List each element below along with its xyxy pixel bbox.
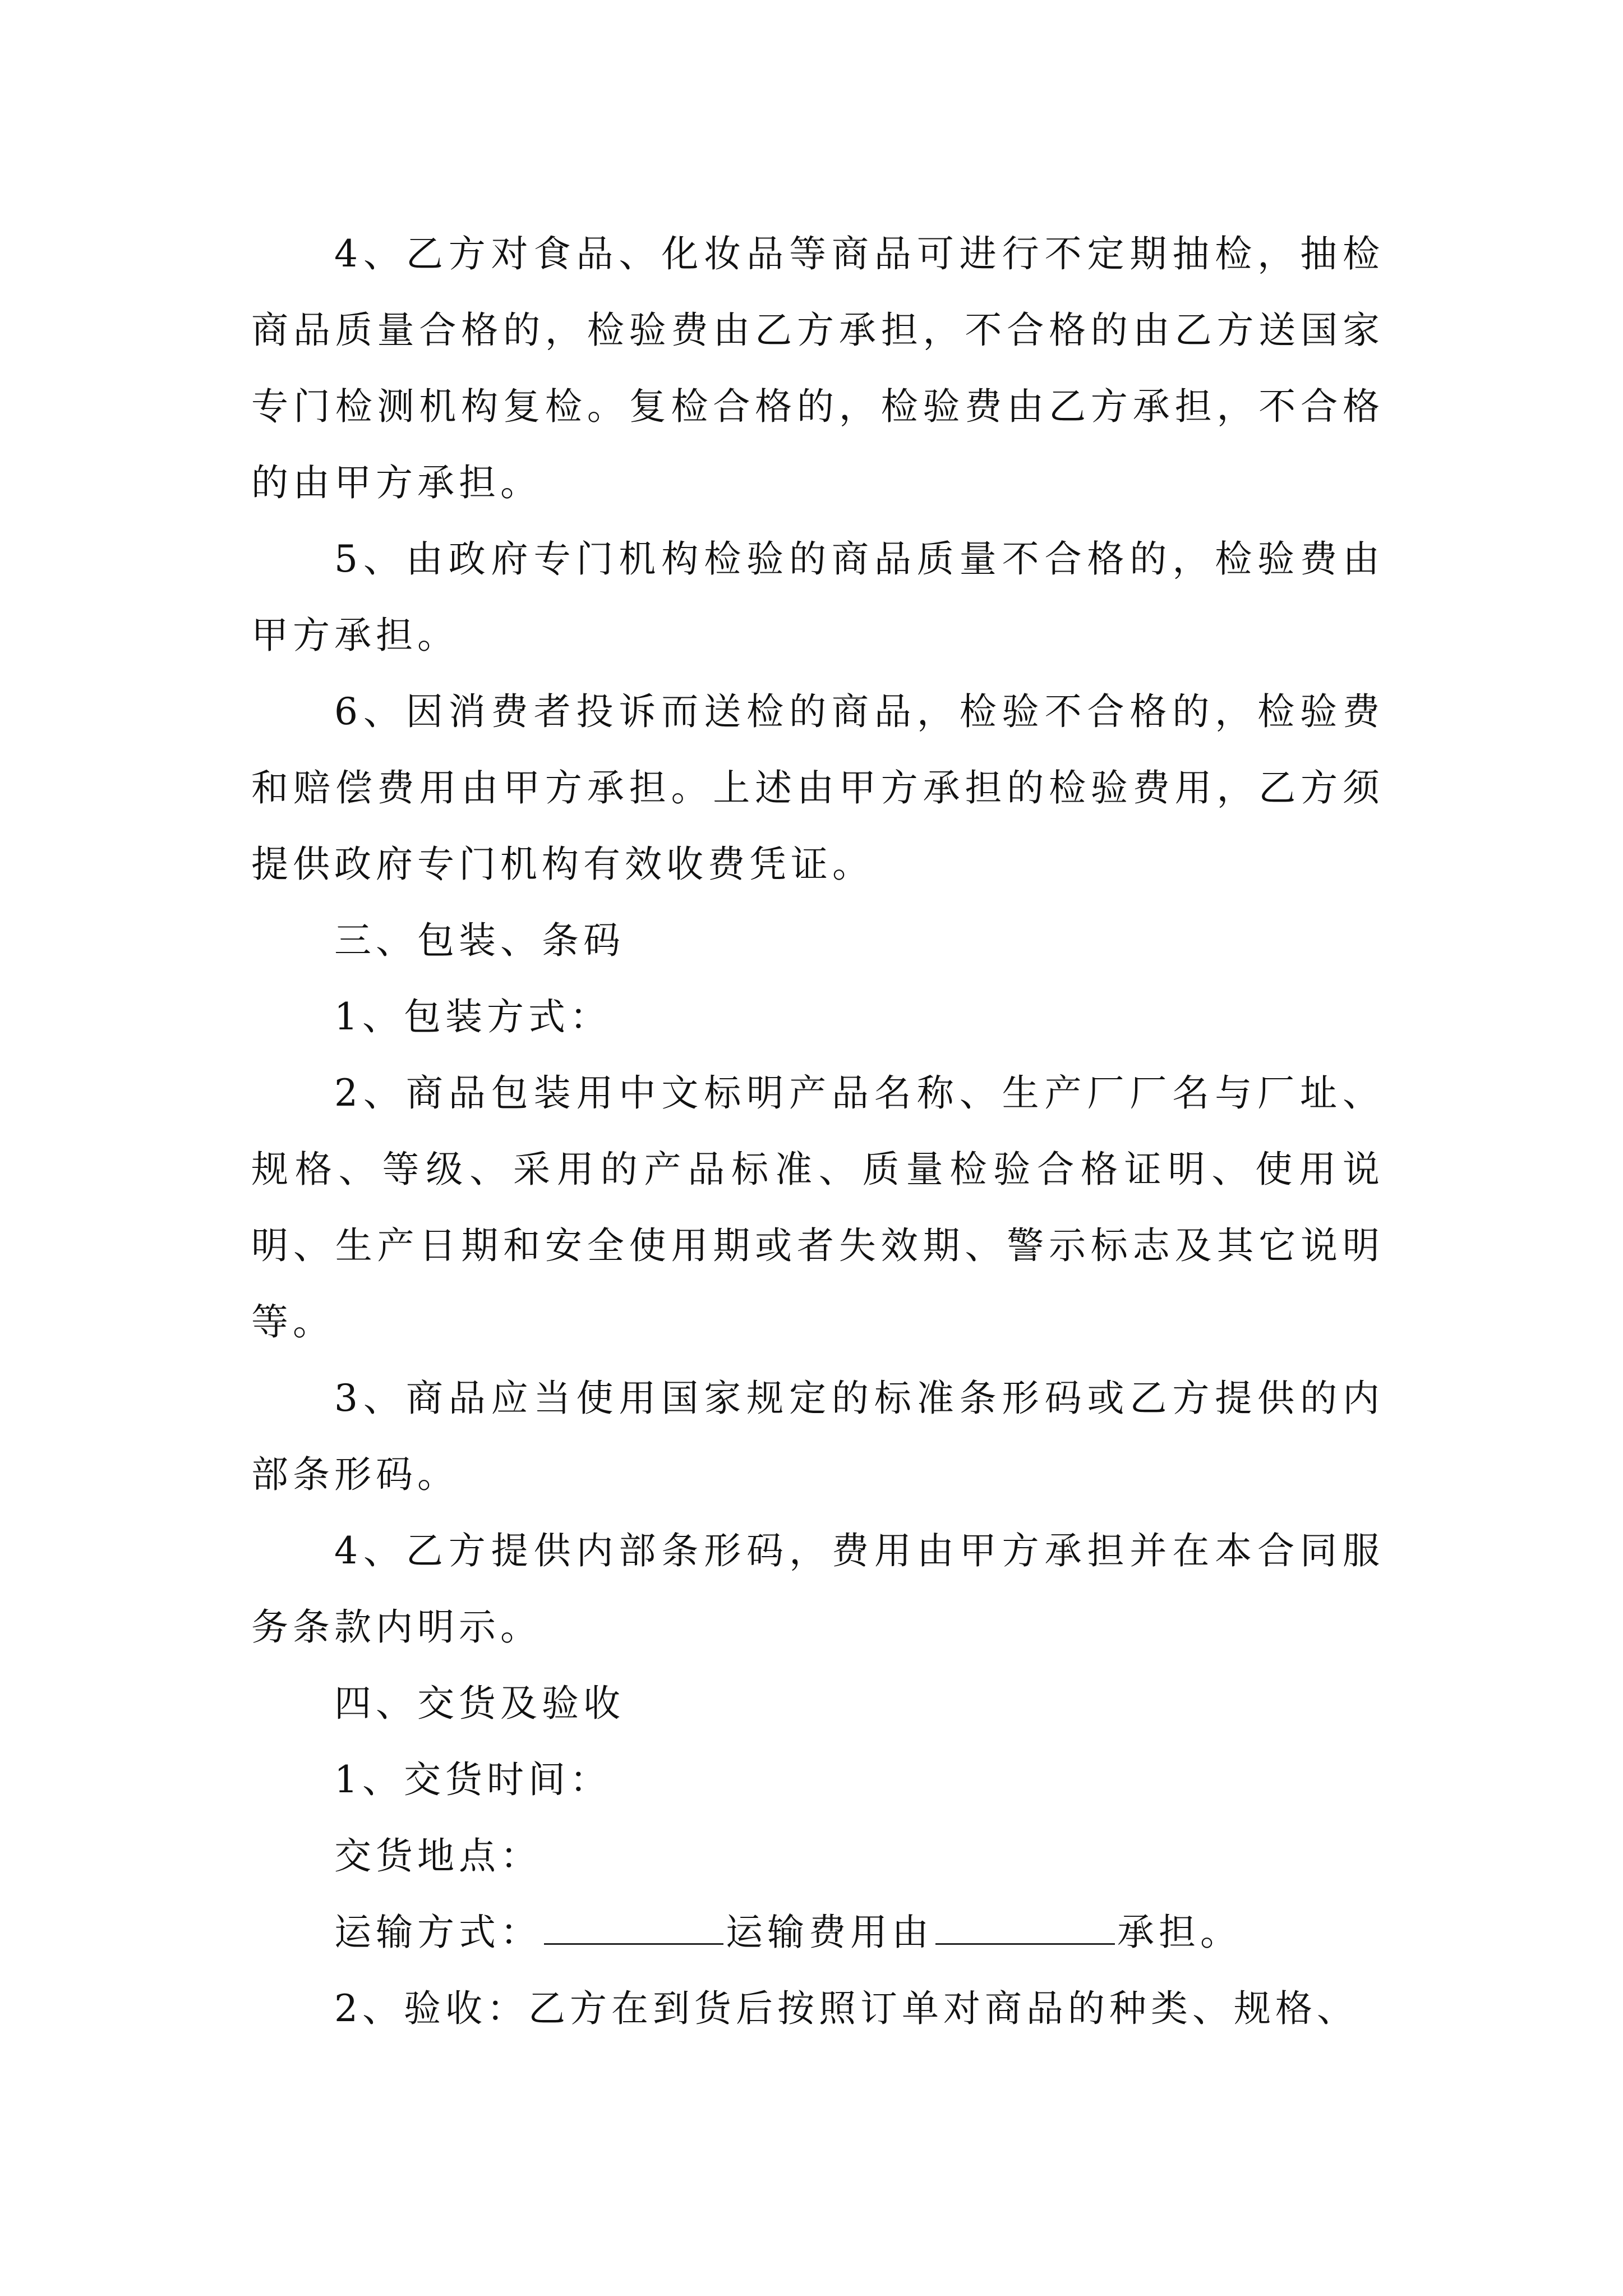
transport-line	[251, 1894, 1384, 1971]
transport-cost-end: 承担。	[1117, 1911, 1242, 1954]
transport-cost-label: 运输费用由	[726, 1911, 933, 1954]
clause-barcode-standard: 3、商品应当使用国家规定的标准条形码或乙方提供的内部条形码。	[251, 1377, 1384, 1496]
clause-packaging-labeling: 2、商品包装用中文标明产品名称、生产厂厂名与厂址、规格、等级、采用的产品标准、质量检验合格证明、使用说明、生产日期和安全使用期或者失效期、警示标志及其它说明等。	[251, 1071, 1384, 1343]
document-body	[251, 216, 1384, 2047]
clause-6-complaint-inspection: 6、因消费者投诉而送检的商品，检验不合格的，检验费和赔偿费用由甲方承担。上述由甲方承担的检验费用，乙方须提供政府专门机构有效收费凭证。	[251, 690, 1384, 886]
section-4-heading: 四、交货及验收	[334, 1682, 625, 1725]
clause-acceptance: 2、验收：乙方在到货后按照订单对商品的种类、规格、	[334, 1987, 1358, 2030]
clause-internal-barcode: 4、乙方提供内部条形码，费用由甲方承担并在本合同服务条款内明示。	[251, 1529, 1384, 1649]
section-3-heading: 三、包装、条码	[334, 919, 625, 962]
clause-delivery-place: 交货地点：	[334, 1834, 542, 1878]
transport-cost-party-blank	[935, 1904, 1115, 1945]
clause-delivery-time: 1、交货时间：	[334, 1758, 611, 1801]
transport-method-blank	[544, 1904, 723, 1945]
clause-4-inspection: 4、乙方对食品、化妆品等商品可进行不定期抽检，抽检商品质量合格的，检验费由乙方承担，不合格的由乙方送国家专门检测机构复检。复检合格的，检验费由乙方承担，不合格的由甲方承担。	[251, 232, 1384, 504]
clause-packaging-method: 1、包装方式：	[334, 995, 611, 1038]
clause-5-government-inspection: 5、由政府专门机构检验的商品质量不合格的，检验费由甲方承担。	[251, 537, 1384, 657]
transport-label: 运输方式：	[334, 1911, 542, 1954]
